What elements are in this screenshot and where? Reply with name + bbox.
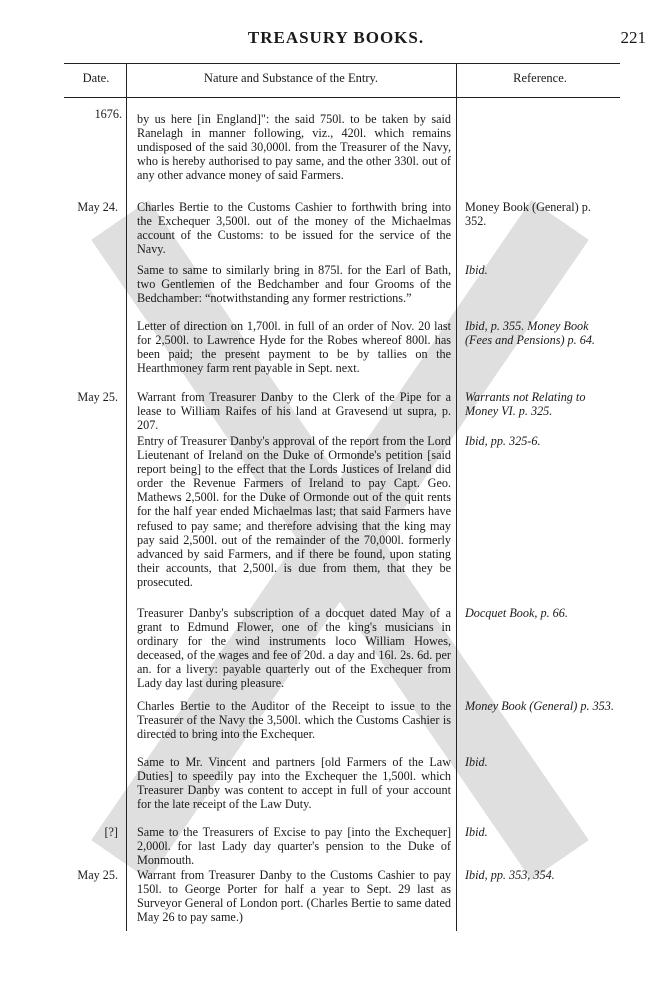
entry-text: by us here [in England]": the said 750l. to be taken by said Ranelagh in manner following, viz., 420l. which remains undisposed of the said 30,000l. from the Treasurer of the Navy, who is hereby authorised to pay same, and the other 330l. out of any other advance money of said Farmers.	[137, 112, 451, 183]
entry-text: Charles Bertie to the Auditor of the Receipt to issue to the Treasurer of the Navy the 3,500l. which the Customs Cashier is directed to bring into the Exchequer.	[137, 699, 451, 742]
entry-date: May 25.	[77, 390, 118, 404]
entry-text: Treasurer Danby's subscription of a docquet dated May of a grant to Edmund Flower, one of the king's musicians in ordinary for the wind instruments loco William Howes, deceased, of the wages and fee of 20d. a day and 16l. 2s. 6d. per an. for a livery: payable quarterly out of the Exchequer from Lady day last during pleasure.	[137, 606, 451, 691]
column-divider-reference	[456, 63, 457, 931]
entry-reference: Money Book (General) p. 352.	[465, 200, 591, 229]
entry-reference: Money Book (General) p. 353.	[465, 699, 614, 713]
entry-text: Warrant from Treasurer Danby to the Customs Cashier to pay 150l. to George Porter for half a year to Sept. 29 last as Surveyor General of London port. (Charles Bertie to same dated May 26 to pay same.)	[137, 868, 451, 925]
entry-text: Same to the Treasurers of Excise to pay [into the Exchequer] 2,000l. for last Lady day quarter's pension to the Duke of Monmouth.	[137, 825, 451, 868]
entry-reference: Ibid, pp. 325-6.	[465, 434, 541, 448]
entry-text: Charles Bertie to the Customs Cashier to forthwith bring into the Exchequer 3,500l. out of the money of the Michaelmas account of the Customs: to be issued for the service of the Navy.	[137, 200, 451, 257]
entry-text: Letter of direction on 1,700l. in full of an order of Nov. 20 last for 2,500l. to Lawrence Hyde for the Robes whereof 800l. has been paid; the present payment to be by tallies on the Hearthmoney farm rent payable in Sept. next.	[137, 319, 451, 376]
column-header-reference: Reference.	[513, 71, 567, 85]
entry-text: Entry of Treasurer Danby's approval of the report from the Lord Lieutenant of Ireland on the Duke of Ormonde's petition [said report being] to the effect that the Lords Justices of Ireland did order the Revenue Farmers of Ireland to pay Capt. Geo. Mathews 2,500l. for the Duke of Ormonde out of the quit rents for the half year ended Michaelmas last; that said Farmers have refused to pay same; and therefore advising that the king may pay said 2,500l. out of the remainder of the 70,000l. formerly advanced by said Farmers, and if there be found, upon stating their accounts, that 2,500l. is due from them, that they be prosecuted.	[137, 434, 451, 589]
entry-date: May 24.	[77, 200, 118, 214]
header-top-rule	[64, 63, 620, 64]
entry-date: May 25.	[77, 868, 118, 882]
entry-date: [?]	[104, 825, 118, 839]
header-bottom-rule	[64, 97, 620, 98]
entry-reference: Ibid, p. 355. Money Book (Fees and Pensions) p. 64.	[465, 319, 595, 348]
entry-text: Same to Mr. Vincent and partners [old Farmers of the Law Duties] to speedily pay into the Exchequer the 1,500l. which Treasurer Danby was content to accept in full of your account for the late receipt of the Law Duty.	[137, 755, 451, 812]
page-number: 221	[620, 28, 646, 47]
entry-reference: Ibid.	[465, 825, 488, 839]
entry-reference: Ibid.	[465, 755, 488, 769]
entry-text: Same to same to similarly bring in 875l. for the Earl of Bath, two Gentlemen of the Bedchamber and four Grooms of the Bedchamber: “notwithstanding any former restrictions.”	[137, 263, 451, 306]
entry-reference: Ibid.	[465, 263, 488, 277]
entry-reference: Docquet Book, p. 66.	[465, 606, 568, 620]
entry-reference: Ibid, pp. 353, 354.	[465, 868, 555, 882]
column-header-date: Date.	[82, 71, 110, 85]
column-divider-date	[126, 63, 127, 931]
entry-text: Warrant from Treasurer Danby to the Clerk of the Pipe for a lease to William Raifes of his land at Gravesend ut supra, p. 207.	[137, 390, 451, 433]
entry-date: 1676.	[94, 107, 122, 121]
entry-reference: Warrants not Relating to Money VI. p. 325.	[465, 390, 586, 419]
column-header-nature: Nature and Substance of the Entry.	[203, 71, 379, 85]
page-title: TREASURY BOOKS.	[247, 28, 425, 47]
